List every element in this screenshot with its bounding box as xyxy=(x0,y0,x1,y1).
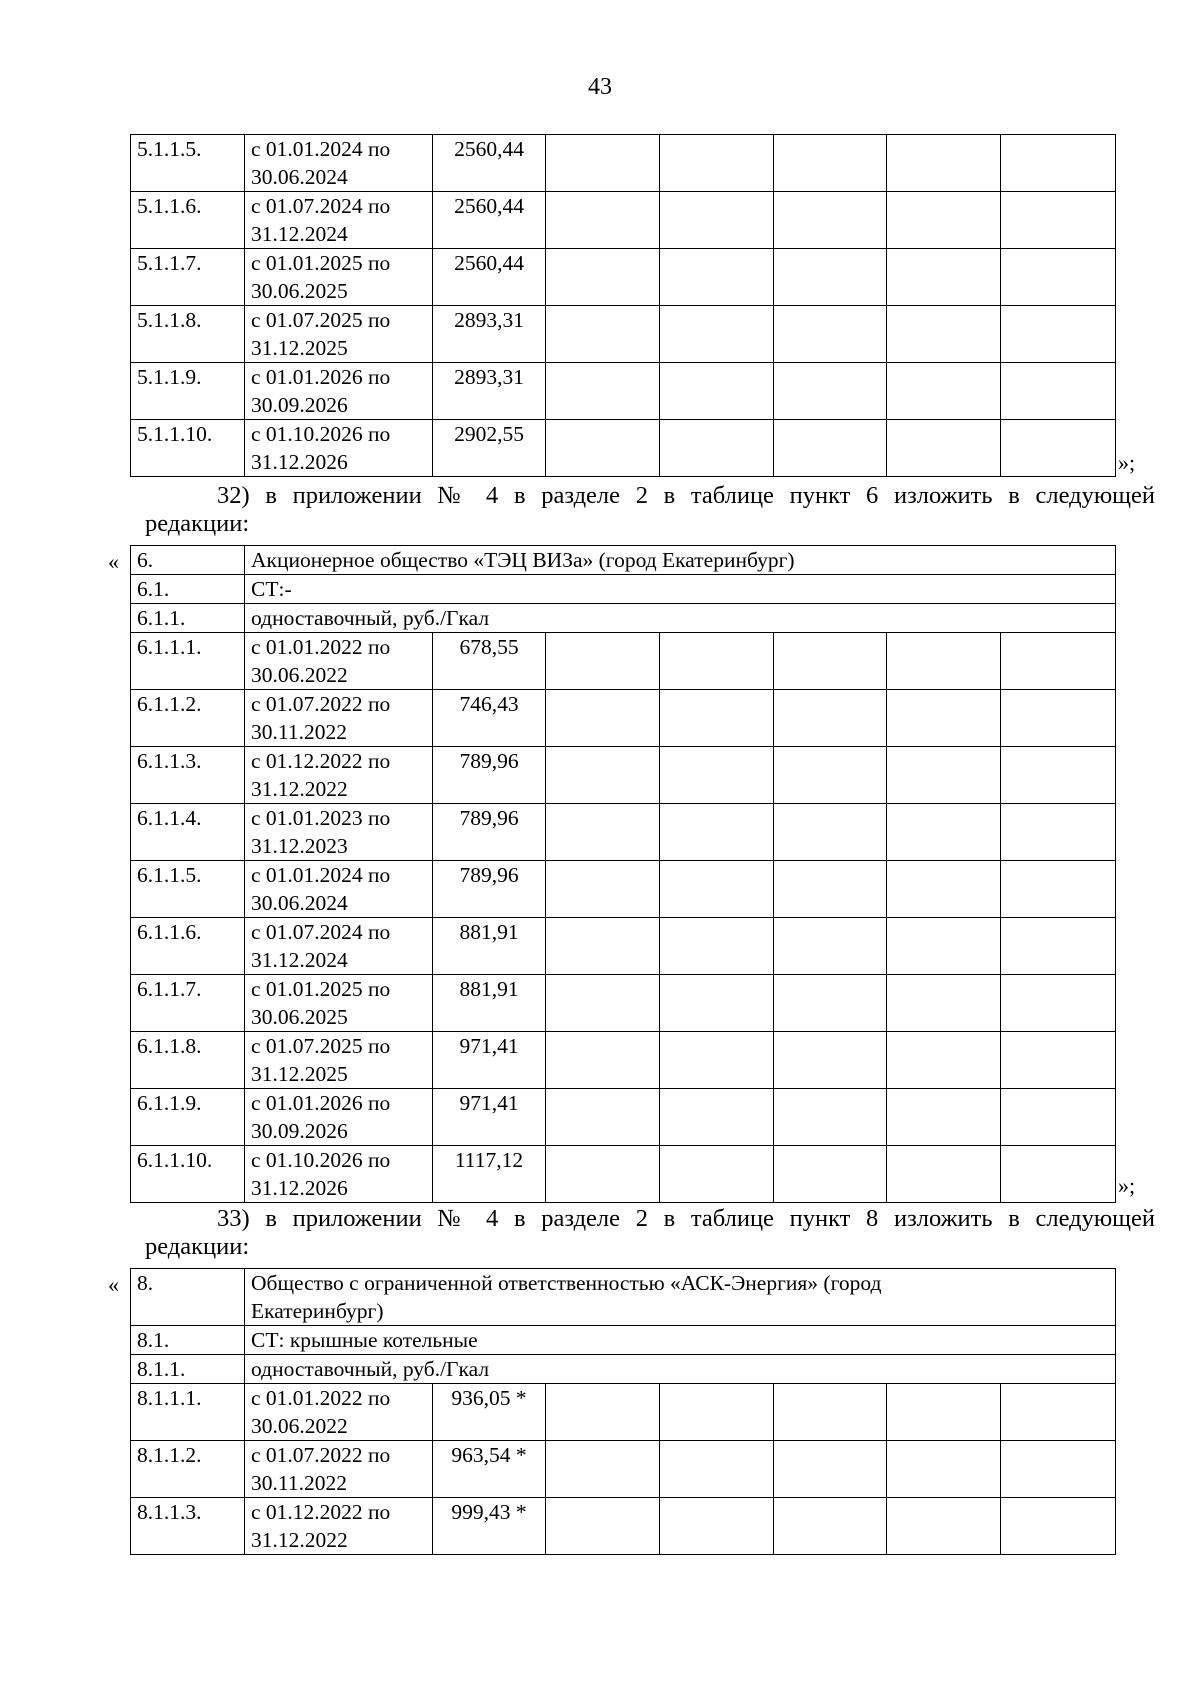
row-number: 5.1.1.7. xyxy=(131,249,245,306)
tariff-value: 971,41 xyxy=(433,1032,546,1089)
row-number: 6.1.1.1. xyxy=(131,633,245,690)
paragraph-33-line-2: редакции: xyxy=(145,1233,250,1260)
period-cell xyxy=(245,633,433,690)
empty-cell xyxy=(887,1384,1001,1441)
table-row xyxy=(131,975,1116,1032)
tariff-value: 936,05 * xyxy=(433,1384,546,1441)
empty-cell xyxy=(887,249,1001,306)
empty-cell xyxy=(887,1498,1001,1555)
table-8-header-text xyxy=(245,1269,1116,1326)
table-row xyxy=(131,1441,1116,1498)
row-number: 6.1.1.7. xyxy=(131,975,245,1032)
period-line-1: с 01.10.2026 по xyxy=(251,1148,391,1172)
row-number: 6.1.1.4. xyxy=(131,804,245,861)
empty-cell xyxy=(660,249,774,306)
empty-cell xyxy=(774,690,887,747)
period-line-1: с 01.12.2022 по xyxy=(251,1500,391,1524)
period-line-1: с 01.01.2022 по xyxy=(251,1386,391,1410)
empty-cell xyxy=(887,975,1001,1032)
empty-cell xyxy=(660,1384,774,1441)
closing-quote-2: »; xyxy=(1118,1173,1136,1198)
period-cell xyxy=(245,1089,433,1146)
empty-cell xyxy=(887,135,1001,192)
empty-cell xyxy=(546,747,660,804)
period-line-1: с 01.01.2025 по xyxy=(251,251,391,275)
table-8-header-row xyxy=(131,1269,1116,1326)
empty-cell xyxy=(887,420,1001,477)
period-cell xyxy=(245,804,433,861)
empty-cell xyxy=(660,861,774,918)
tariff-table-6-body xyxy=(131,633,1116,1203)
period-line-1: с 01.01.2023 по xyxy=(251,806,391,830)
table-row xyxy=(131,690,1116,747)
table-row xyxy=(131,1032,1116,1089)
table-8-header-text-line-2: Екатеринбург) xyxy=(251,1299,384,1323)
period-cell xyxy=(245,363,433,420)
empty-cell xyxy=(1001,690,1116,747)
empty-cell xyxy=(1001,135,1116,192)
period-line-2: 31.12.2022 xyxy=(251,777,348,801)
empty-cell xyxy=(546,1384,660,1441)
empty-cell xyxy=(660,690,774,747)
empty-cell xyxy=(887,918,1001,975)
row-number: 6.1.1.10. xyxy=(131,1146,245,1203)
empty-cell xyxy=(887,1089,1001,1146)
table-8-header-num: 8. xyxy=(131,1269,245,1326)
period-line-1: с 01.01.2022 по xyxy=(251,635,391,659)
empty-cell xyxy=(774,747,887,804)
period-line-1: с 01.07.2022 по xyxy=(251,692,391,716)
period-line-1: с 01.01.2024 по xyxy=(251,863,391,887)
row-number: 5.1.1.8. xyxy=(131,306,245,363)
empty-cell xyxy=(887,1032,1001,1089)
empty-cell xyxy=(546,861,660,918)
empty-cell xyxy=(1001,1441,1116,1498)
table-6-sub1-text: СТ:- xyxy=(245,575,1116,604)
tariff-value: 2893,31 xyxy=(433,363,546,420)
row-number: 5.1.1.9. xyxy=(131,363,245,420)
table-row xyxy=(131,363,1116,420)
table-6-sub2-text: одноставочный, руб./Гкал xyxy=(245,604,1116,633)
table-row xyxy=(131,1384,1116,1441)
row-number: 8.1.1.2. xyxy=(131,1441,245,1498)
row-number: 5.1.1.10. xyxy=(131,420,245,477)
paragraph-32-line-2: редакции: xyxy=(145,510,250,537)
row-number: 8.1.1.3. xyxy=(131,1498,245,1555)
table-row xyxy=(131,861,1116,918)
period-line-1: с 01.01.2026 по xyxy=(251,365,391,389)
empty-cell xyxy=(1001,1146,1116,1203)
period-line-2: 30.06.2025 xyxy=(251,279,348,303)
period-line-2: 31.12.2023 xyxy=(251,834,348,858)
empty-cell xyxy=(660,1498,774,1555)
period-line-2: 31.12.2025 xyxy=(251,1062,348,1086)
table-row xyxy=(131,1146,1116,1203)
empty-cell xyxy=(774,804,887,861)
row-number: 8.1.1.1. xyxy=(131,1384,245,1441)
tariff-value: 678,55 xyxy=(433,633,546,690)
table-row xyxy=(131,249,1116,306)
empty-cell xyxy=(660,918,774,975)
closing-quote-1: »; xyxy=(1118,450,1136,475)
period-line-2: 30.06.2025 xyxy=(251,1005,348,1029)
empty-cell xyxy=(774,1089,887,1146)
empty-cell xyxy=(887,363,1001,420)
empty-cell xyxy=(774,249,887,306)
tariff-table-6 xyxy=(130,545,1116,1203)
empty-cell xyxy=(546,1089,660,1146)
empty-cell xyxy=(660,306,774,363)
period-cell xyxy=(245,747,433,804)
empty-cell xyxy=(1001,804,1116,861)
period-line-2: 30.06.2024 xyxy=(251,165,348,189)
paragraph-32-line-1: 32) в приложении № 4 в разделе 2 в таблице пункт 6 изложить в следующей xyxy=(217,482,1155,509)
period-line-2: 30.11.2022 xyxy=(251,1471,347,1495)
empty-cell xyxy=(660,135,774,192)
empty-cell xyxy=(1001,192,1116,249)
tariff-value: 881,91 xyxy=(433,975,546,1032)
period-line-2: 31.12.2024 xyxy=(251,948,348,972)
empty-cell xyxy=(887,690,1001,747)
tariff-value: 789,96 xyxy=(433,804,546,861)
empty-cell xyxy=(546,135,660,192)
tariff-value: 2893,31 xyxy=(433,306,546,363)
empty-cell xyxy=(660,363,774,420)
period-cell xyxy=(245,1032,433,1089)
period-line-2: 31.12.2025 xyxy=(251,336,348,360)
table-row xyxy=(131,918,1116,975)
empty-cell xyxy=(546,690,660,747)
period-cell xyxy=(245,918,433,975)
row-number: 5.1.1.6. xyxy=(131,192,245,249)
row-number: 6.1.1.3. xyxy=(131,747,245,804)
row-number: 6.1.1.5. xyxy=(131,861,245,918)
empty-cell xyxy=(1001,306,1116,363)
period-line-1: с 01.01.2024 по xyxy=(251,137,391,161)
empty-cell xyxy=(774,633,887,690)
period-line-2: 30.06.2022 xyxy=(251,1414,348,1438)
paragraph-33-line-1: 33) в приложении № 4 в разделе 2 в таблице пункт 8 изложить в следующей xyxy=(217,1205,1155,1232)
tariff-value: 746,43 xyxy=(433,690,546,747)
tariff-value: 999,43 * xyxy=(433,1498,546,1555)
tariff-value: 971,41 xyxy=(433,1089,546,1146)
empty-cell xyxy=(774,420,887,477)
table-8-sub2-text: одноставочный, руб./Гкал xyxy=(245,1355,1116,1384)
table-8-sub1-text: СТ: крышные котельные xyxy=(245,1326,1116,1355)
period-cell xyxy=(245,192,433,249)
period-cell xyxy=(245,306,433,363)
period-line-2: 30.09.2026 xyxy=(251,1119,348,1143)
period-line-1: с 01.07.2022 по xyxy=(251,1443,391,1467)
row-number: 6.1.1.2. xyxy=(131,690,245,747)
empty-cell xyxy=(774,1146,887,1203)
paragraph-32 xyxy=(130,482,1155,538)
empty-cell xyxy=(546,804,660,861)
table-row xyxy=(131,306,1116,363)
period-line-2: 31.12.2024 xyxy=(251,222,348,246)
empty-cell xyxy=(1001,363,1116,420)
period-cell xyxy=(245,1498,433,1555)
opening-quote-3: « xyxy=(108,1272,119,1297)
empty-cell xyxy=(660,747,774,804)
tariff-value: 963,54 * xyxy=(433,1441,546,1498)
period-cell xyxy=(245,135,433,192)
tariff-value: 2560,44 xyxy=(433,192,546,249)
empty-cell xyxy=(1001,1498,1116,1555)
empty-cell xyxy=(1001,1032,1116,1089)
empty-cell xyxy=(1001,1384,1116,1441)
table-row xyxy=(131,804,1116,861)
period-line-2: 30.06.2022 xyxy=(251,663,348,687)
page-number: 43 xyxy=(588,74,612,100)
empty-cell xyxy=(774,1498,887,1555)
empty-cell xyxy=(774,1032,887,1089)
table-6-header-num: 6. xyxy=(131,546,245,575)
empty-cell xyxy=(660,1146,774,1203)
empty-cell xyxy=(546,1032,660,1089)
period-cell xyxy=(245,420,433,477)
empty-cell xyxy=(546,1146,660,1203)
paragraph-33 xyxy=(130,1205,1155,1261)
tariff-value: 2902,55 xyxy=(433,420,546,477)
empty-cell xyxy=(774,975,887,1032)
table-row xyxy=(131,633,1116,690)
table-8-sub2-num: 8.1.1. xyxy=(131,1355,245,1384)
empty-cell xyxy=(660,420,774,477)
period-cell xyxy=(245,975,433,1032)
period-line-1: с 01.07.2025 по xyxy=(251,1034,391,1058)
empty-cell xyxy=(1001,1089,1116,1146)
empty-cell xyxy=(660,1441,774,1498)
table-8-sub-row-2 xyxy=(131,1355,1116,1384)
empty-cell xyxy=(774,135,887,192)
empty-cell xyxy=(546,249,660,306)
empty-cell xyxy=(774,306,887,363)
tariff-table-5-body xyxy=(131,135,1116,477)
empty-cell xyxy=(660,633,774,690)
row-number: 6.1.1.6. xyxy=(131,918,245,975)
empty-cell xyxy=(546,633,660,690)
period-cell xyxy=(245,249,433,306)
empty-cell xyxy=(546,918,660,975)
tariff-value: 789,96 xyxy=(433,747,546,804)
empty-cell xyxy=(774,1384,887,1441)
tariff-table-5 xyxy=(130,134,1116,477)
empty-cell xyxy=(1001,249,1116,306)
table-6-sub2-num: 6.1.1. xyxy=(131,604,245,633)
tariff-value: 2560,44 xyxy=(433,135,546,192)
empty-cell xyxy=(887,804,1001,861)
empty-cell xyxy=(887,747,1001,804)
tariff-value: 789,96 xyxy=(433,861,546,918)
empty-cell xyxy=(546,1498,660,1555)
table-row xyxy=(131,1089,1116,1146)
period-line-2: 31.12.2026 xyxy=(251,1176,348,1200)
row-number: 5.1.1.5. xyxy=(131,135,245,192)
tariff-table-8-body xyxy=(131,1384,1116,1555)
table-row xyxy=(131,1498,1116,1555)
empty-cell xyxy=(546,420,660,477)
period-cell xyxy=(245,1441,433,1498)
empty-cell xyxy=(1001,861,1116,918)
empty-cell xyxy=(887,306,1001,363)
empty-cell xyxy=(660,1089,774,1146)
period-cell xyxy=(245,1384,433,1441)
empty-cell xyxy=(1001,420,1116,477)
empty-cell xyxy=(774,1441,887,1498)
period-cell xyxy=(245,690,433,747)
empty-cell xyxy=(774,918,887,975)
empty-cell xyxy=(887,633,1001,690)
empty-cell xyxy=(546,363,660,420)
empty-cell xyxy=(546,1441,660,1498)
empty-cell xyxy=(774,363,887,420)
empty-cell xyxy=(660,975,774,1032)
empty-cell xyxy=(660,192,774,249)
period-line-1: с 01.10.2026 по xyxy=(251,422,391,446)
table-row xyxy=(131,420,1116,477)
table-6-sub-row-1 xyxy=(131,575,1116,604)
empty-cell xyxy=(887,192,1001,249)
tariff-value: 881,91 xyxy=(433,918,546,975)
table-6-header-row xyxy=(131,546,1116,575)
empty-cell xyxy=(546,975,660,1032)
empty-cell xyxy=(546,192,660,249)
table-row xyxy=(131,135,1116,192)
table-8-sub1-num: 8.1. xyxy=(131,1326,245,1355)
period-cell xyxy=(245,861,433,918)
empty-cell xyxy=(887,1146,1001,1203)
period-line-1: с 01.01.2026 по xyxy=(251,1091,391,1115)
period-line-2: 30.06.2024 xyxy=(251,891,348,915)
empty-cell xyxy=(887,861,1001,918)
empty-cell xyxy=(546,306,660,363)
period-line-2: 30.11.2022 xyxy=(251,720,347,744)
period-line-1: с 01.12.2022 по xyxy=(251,749,391,773)
empty-cell xyxy=(774,861,887,918)
table-row xyxy=(131,747,1116,804)
period-line-2: 30.09.2026 xyxy=(251,393,348,417)
opening-quote-2: « xyxy=(108,549,119,574)
period-line-2: 31.12.2026 xyxy=(251,450,348,474)
row-number: 6.1.1.9. xyxy=(131,1089,245,1146)
empty-cell xyxy=(1001,633,1116,690)
row-number: 6.1.1.8. xyxy=(131,1032,245,1089)
period-line-1: с 01.07.2024 по xyxy=(251,194,391,218)
period-line-2: 31.12.2022 xyxy=(251,1528,348,1552)
empty-cell xyxy=(1001,975,1116,1032)
table-6-sub-row-2 xyxy=(131,604,1116,633)
empty-cell xyxy=(1001,747,1116,804)
table-row xyxy=(131,192,1116,249)
empty-cell xyxy=(887,1441,1001,1498)
period-cell xyxy=(245,1146,433,1203)
empty-cell xyxy=(660,804,774,861)
table-6-sub1-num: 6.1. xyxy=(131,575,245,604)
empty-cell xyxy=(1001,918,1116,975)
table-8-header-text-line-1: Общество с ограниченной ответственностью «АСК-Энергия» (город xyxy=(251,1271,882,1295)
period-line-1: с 01.07.2025 по xyxy=(251,308,391,332)
empty-cell xyxy=(774,192,887,249)
period-line-1: с 01.01.2025 по xyxy=(251,977,391,1001)
tariff-value: 1117,12 xyxy=(433,1146,546,1203)
table-6-header-text: Акционерное общество «ТЭЦ ВИЗа» (город Екатеринбург) xyxy=(245,546,1116,575)
tariff-table-8 xyxy=(130,1268,1116,1555)
tariff-value: 2560,44 xyxy=(433,249,546,306)
period-line-1: с 01.07.2024 по xyxy=(251,920,391,944)
empty-cell xyxy=(660,1032,774,1089)
table-8-sub-row-1 xyxy=(131,1326,1116,1355)
